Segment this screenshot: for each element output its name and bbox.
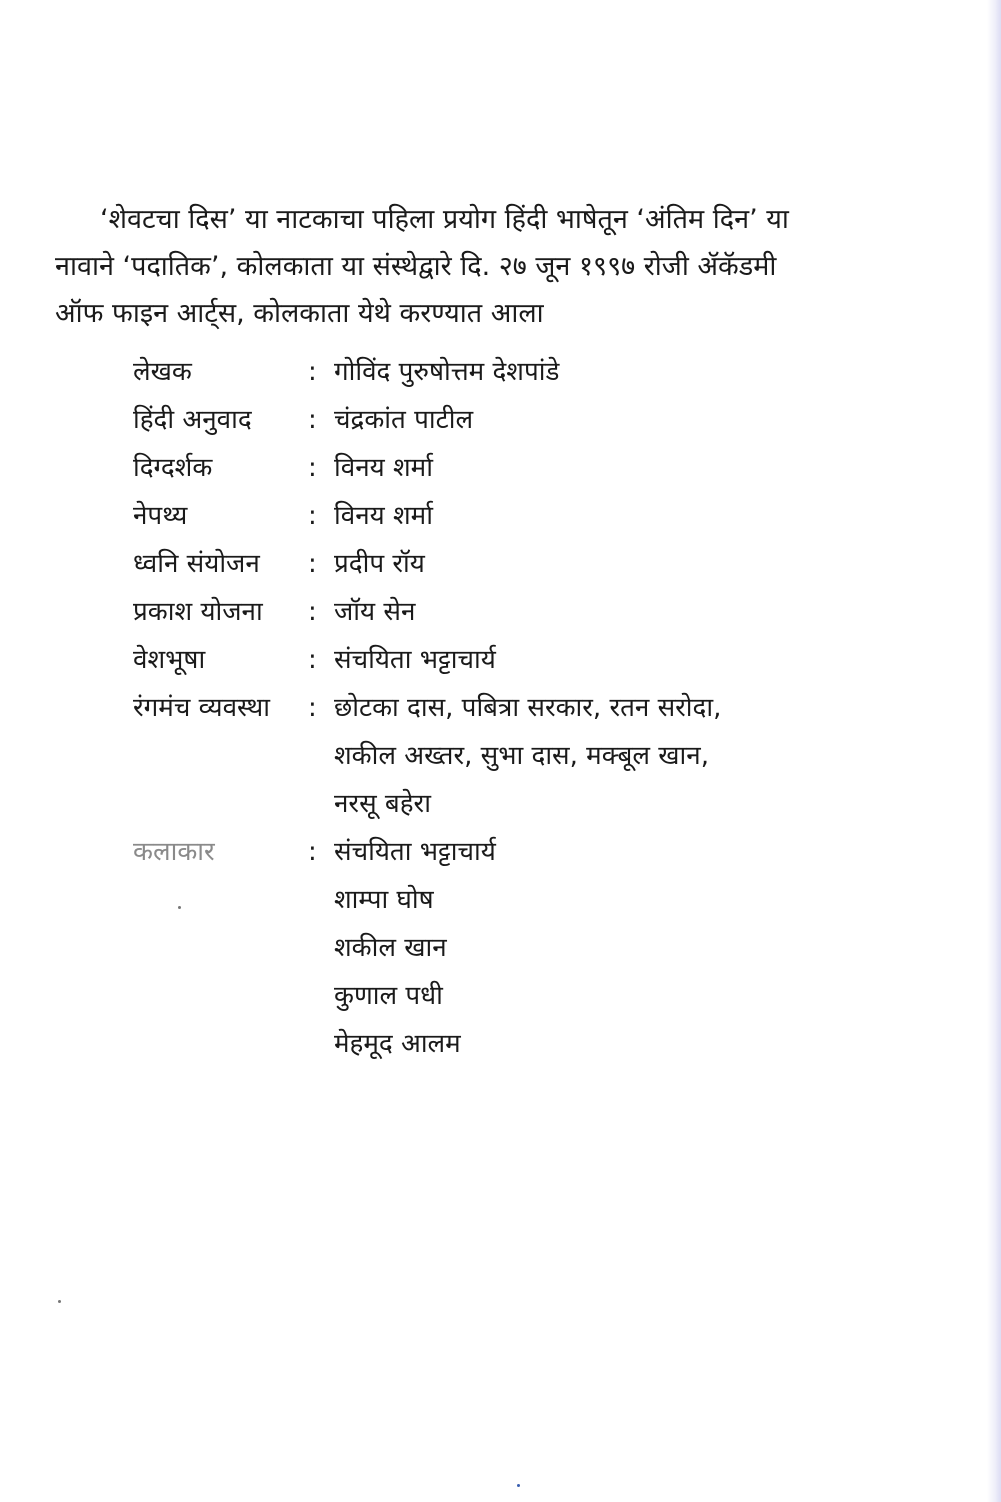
credit-label: ध्वनि संयोजन (133, 549, 260, 579)
credit-row-set-design (133, 492, 833, 540)
credit-label: कलाकार (133, 837, 215, 867)
credit-value: जॉय सेन (334, 597, 416, 627)
credit-label: नेपथ्य (133, 501, 188, 531)
credit-value: गोविंद पुरुषोत्तम देशपांडे (334, 357, 560, 387)
credit-row-lighting (133, 588, 833, 636)
intro-line: ऑफ फाइन आर्ट्स, कोलकाता येथे करण्यात आला (55, 298, 544, 329)
credit-separator: : (308, 405, 317, 435)
credit-values (334, 540, 833, 588)
credit-value: प्रदीप रॉय (334, 549, 425, 579)
credit-label: रंगमंच व्यवस्था (133, 693, 270, 723)
credit-value: शकील अख्तर, सुभा दास, मक्बूल खान, (334, 741, 709, 771)
intro-line: नावाने ‘पदातिक’, कोलकाता या संस्थेद्वारे दि. २७ जून १९९७ रोजी ॲकॅडमी (55, 251, 777, 282)
credit-value: संचयिता भट्टाचार्य (334, 645, 496, 675)
credit-value: शकील खान (334, 933, 447, 963)
credit-value: विनय शर्मा (334, 501, 433, 531)
credit-value: शाम्पा घोष (334, 885, 434, 915)
credit-value: कुणाल पधी (334, 981, 443, 1011)
credit-value: विनय शर्मा (334, 453, 433, 483)
credit-row-translation (133, 396, 833, 444)
credit-row-cast (133, 828, 833, 1068)
credit-value: मेहमूद आलम (334, 1029, 461, 1059)
credit-value: चंद्रकांत पाटील (334, 405, 474, 435)
credit-row-writer (133, 348, 833, 396)
credit-value: नरसू बहेरा (334, 789, 431, 819)
credit-values (334, 828, 833, 1068)
credit-separator: : (308, 453, 317, 483)
credit-values (334, 684, 833, 828)
print-speck (58, 1300, 61, 1303)
credit-label: हिंदी अनुवाद (133, 405, 252, 435)
credit-label: वेशभूषा (133, 645, 206, 675)
credit-separator: : (308, 645, 317, 675)
credits-list (133, 348, 833, 1068)
credit-values (334, 348, 833, 396)
credit-values (334, 588, 833, 636)
credit-separator: : (308, 357, 317, 387)
credit-value: संचयिता भट्टाचार्य (334, 837, 496, 867)
page-edge-shadow (987, 0, 1001, 1502)
credit-row-director (133, 444, 833, 492)
print-speck (517, 1484, 520, 1487)
credit-values (334, 492, 833, 540)
credit-values (334, 636, 833, 684)
credit-separator: : (308, 597, 317, 627)
print-speck (178, 906, 181, 909)
credit-value: छोटका दास, पबित्रा सरकार, रतन सरोदा, (334, 693, 722, 723)
credit-separator: : (308, 837, 317, 867)
credit-values (334, 444, 833, 492)
credit-row-sound (133, 540, 833, 588)
credit-separator: : (308, 501, 317, 531)
credit-row-costume (133, 636, 833, 684)
credit-values (334, 396, 833, 444)
intro-line: ‘शेवटचा दिस’ या नाटकाचा पहिला प्रयोग हिंदी भाषेतून ‘अंतिम दिन’ या (100, 204, 789, 235)
intro-paragraph (55, 196, 875, 337)
credit-row-stage-management (133, 684, 833, 828)
credit-label: प्रकाश योजना (133, 597, 263, 627)
credit-separator: : (308, 693, 317, 723)
credit-separator: : (308, 549, 317, 579)
credit-label: लेखक (133, 357, 192, 387)
credit-label: दिग्दर्शक (133, 453, 213, 483)
